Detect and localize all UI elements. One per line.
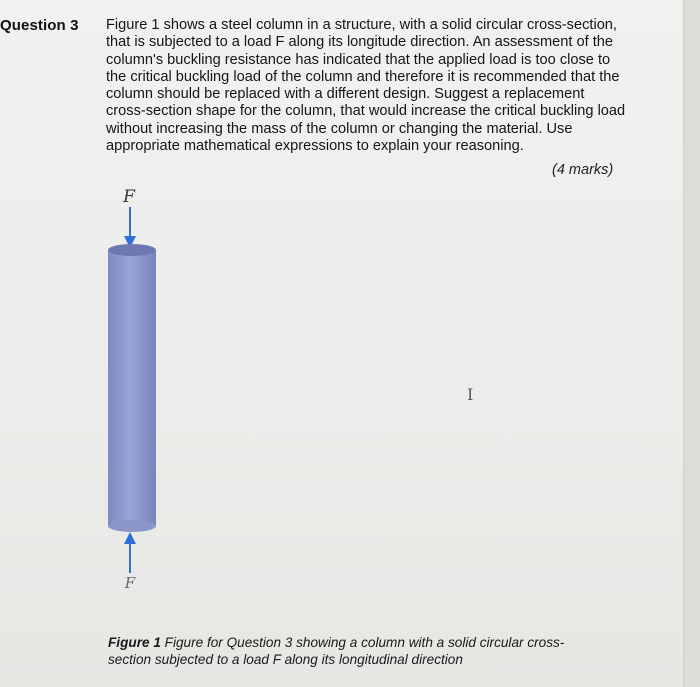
bottom-load-arrow <box>124 532 136 573</box>
steel-column <box>108 244 156 532</box>
question-number: Question 3 <box>0 17 79 34</box>
marks-label: (4 marks) <box>552 162 614 178</box>
bottom-load-label: F <box>124 574 136 592</box>
top-load-label: F <box>123 187 135 207</box>
page-edge <box>683 0 700 687</box>
question-text: Figure 1 shows a steel column in a structure, with a solid circular cross-section, that is subjected to a load F along its longitude direction. An assessment of the column's buckling resistance has indicated that the applied load is too close to the critical buckling load of the column and therefore it is recommended that the column should be replaced with a different design. Suggest a replacement cross-section shape for the column, that would increase the critical buckling load without increasing the mass of the column or changing the material. Use appropriate mathematical expressions to explain your reasoning. <box>106 17 626 155</box>
top-load-arrow <box>124 207 136 248</box>
column-figure <box>100 180 180 600</box>
figure-caption <box>108 634 588 668</box>
caption-figure-label: Figure 1 <box>108 635 161 650</box>
caption-text: Figure for Question 3 showing a column with a solid circular cross-section subjected to a load F along its longitudinal direction <box>108 635 565 667</box>
text-cursor-icon: I <box>467 385 474 404</box>
